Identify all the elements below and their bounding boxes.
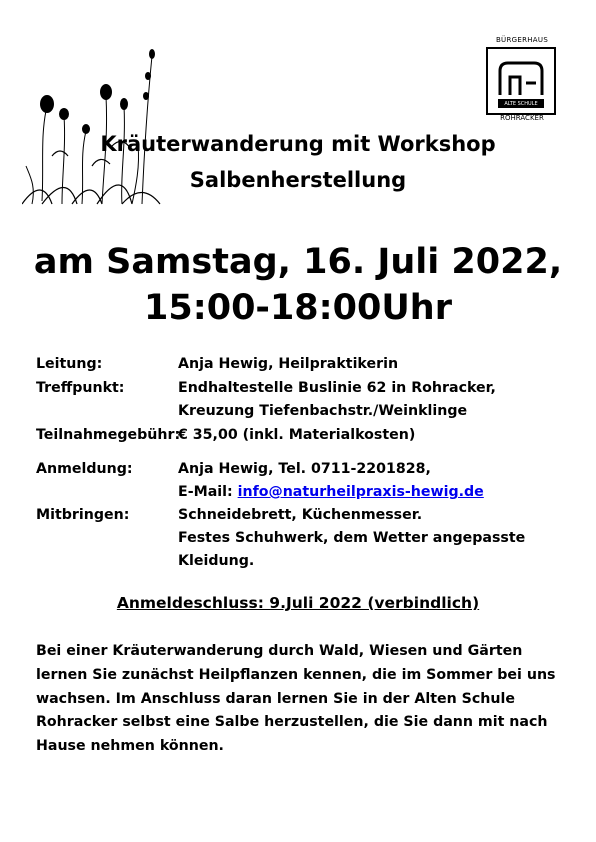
logo-inner-text: ALTE SCHULE	[504, 101, 538, 107]
email-prefix: E-Mail:	[178, 484, 238, 500]
email-link[interactable]: info@naturheilpraxis-hewig.de	[237, 484, 484, 500]
logo-box	[486, 47, 556, 115]
title-line-1: Kräuterwanderung mit Workshop	[100, 132, 496, 156]
description-paragraph: Bei einer Kräuterwanderung durch Wald, Wiesen und Gärten lernen Sie zunächst Heilpflanzen kennen, die im Sommer bei uns wachsen. Im Anschluss daran lernen Sie in der Alten Schule Rohracker selbst eine Salbe herzustellen, die Sie dann mit nach Hause nehmen können.	[36, 643, 556, 755]
leitung-label: Leitung:	[36, 356, 103, 372]
treffpunkt-label: Treffpunkt:	[36, 380, 125, 396]
mitbringen-label: Mitbringen:	[36, 507, 130, 523]
email-line	[178, 481, 484, 505]
mitbringen-value-1: Schneidebrett, Küchenmesser.	[178, 507, 423, 523]
time-line: 15:00-18:00Uhr	[144, 288, 452, 328]
leitung-value: Anja Hewig, Heilpraktikerin	[178, 356, 399, 372]
title-line-2: Salbenherstellung	[189, 168, 407, 192]
anmeldung-label: Anmeldung:	[36, 461, 133, 477]
buergerhaus-logo	[476, 36, 568, 122]
treffpunkt-value-2: Kreuzung Tiefenbachstr./Weinklinge	[178, 403, 468, 419]
logo-top-text: BÜRGERHAUS	[495, 36, 549, 44]
gebuehr-value: € 35,00 (inkl. Materialkosten)	[178, 427, 416, 443]
registration-deadline: Anmeldeschluss: 9.Juli 2022 (verbindlich)	[116, 594, 480, 612]
date-line: am Samstag, 16. Juli 2022,	[33, 242, 563, 282]
anmeldung-value-1: Anja Hewig, Tel. 0711-2201828,	[178, 461, 431, 477]
mitbringen-value-2: Festes Schuhwerk, dem Wetter angepasste	[178, 530, 526, 546]
logo-bottom-text: ROHRACKER	[500, 114, 544, 122]
treffpunkt-value-1: Endhaltestelle Buslinie 62 in Rohracker,	[178, 380, 496, 396]
mitbringen-value-3: Kleidung.	[178, 553, 255, 569]
gebuehr-label: Teilnahmegebühr:	[36, 427, 181, 443]
